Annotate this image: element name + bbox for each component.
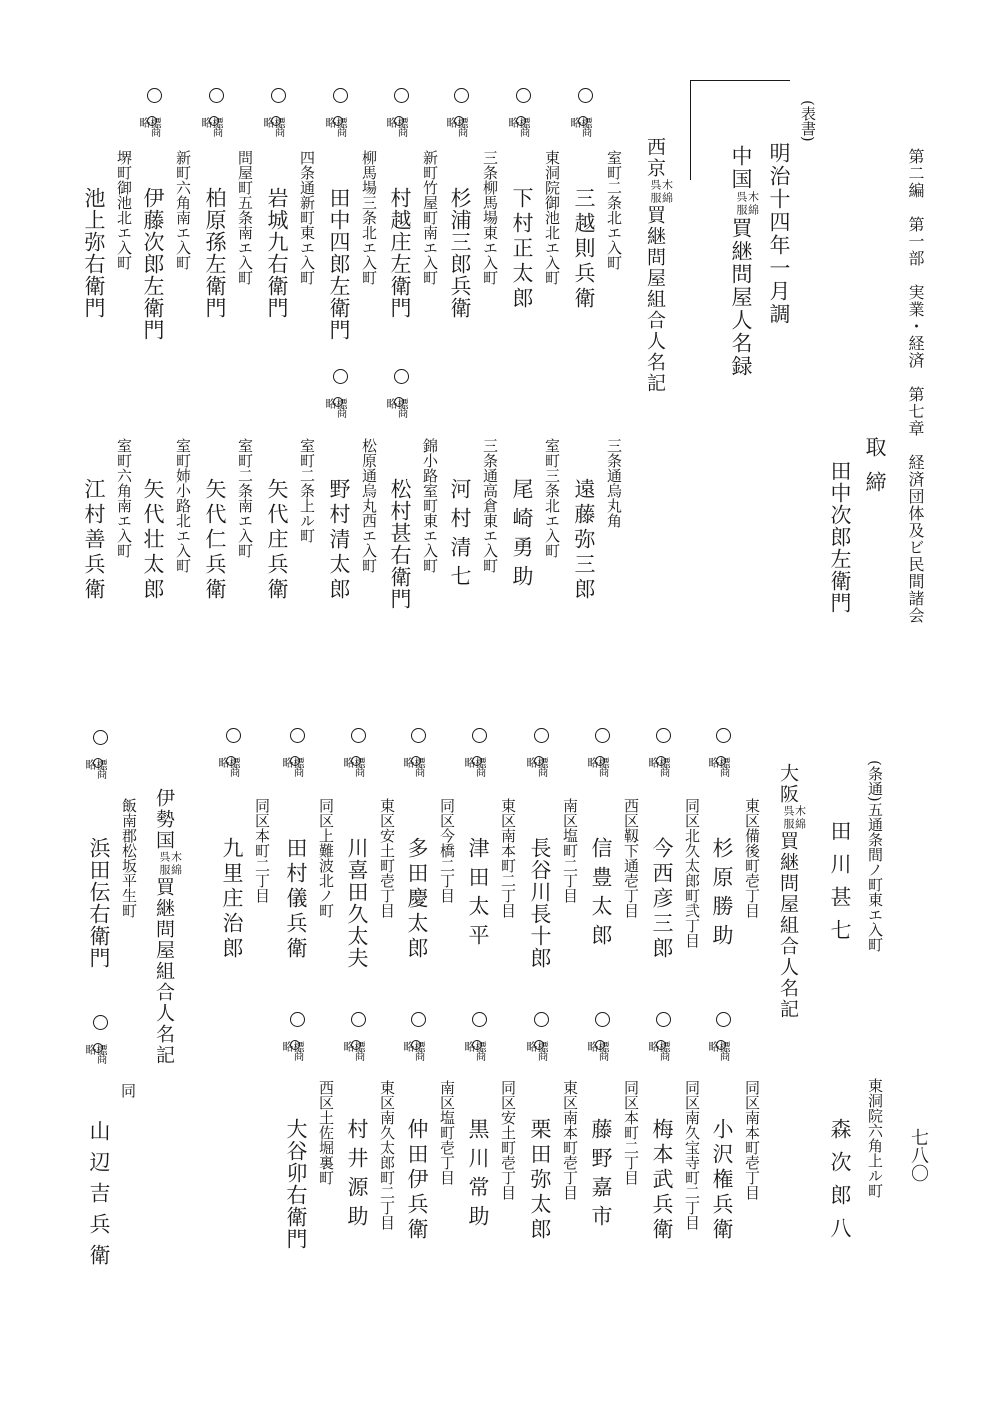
- group3-kind: 木綿 呉服: [158, 851, 183, 877]
- osaka-u-5-address: 東区南本町二丁目: [499, 798, 517, 918]
- cover-frame-top: [690, 80, 790, 81]
- osaka-l-5-address: 同区安土町壱丁目: [499, 1080, 517, 1200]
- group1-kind: 木綿 呉服: [649, 179, 674, 205]
- osaka-u-1-trademark: 商 標 略: [707, 757, 731, 777]
- kyoto-b-4-circle: [394, 369, 409, 384]
- kyoto-b-4-name: 松村甚右衛門: [388, 478, 412, 610]
- kyoto-b-8-address: 室町姉小路北エ入町: [174, 438, 192, 573]
- kyoto-a-9-address: 堺町御池北エ入町: [115, 150, 133, 270]
- osaka-u-3-address: 西区靱下通壱丁目: [622, 798, 640, 918]
- kyoto-b-5-trademark: 商 標 略: [324, 398, 348, 418]
- osaka-l-4-address: 東区南本町壱丁目: [561, 1080, 579, 1200]
- ise-upper-circle: [93, 730, 108, 745]
- osaka-l-1-address: 同区南本町壱丁目: [743, 1080, 761, 1200]
- osaka-u-5-name: 津田太平: [466, 837, 490, 953]
- osaka-u-6-circle: [411, 728, 426, 743]
- osaka-l-7-address: 東区南久太郎町二丁目: [378, 1080, 396, 1230]
- kyoto-b-4-trademark: 商 標 略: [385, 398, 409, 418]
- list-title: [730, 145, 759, 378]
- osaka-u-8-address: 同区上難波北ノ町: [317, 798, 335, 918]
- osaka-u-4-name: 長谷川長十郎: [528, 837, 552, 969]
- kyoto-a-2-name: 下村正太郎: [510, 187, 534, 312]
- osaka-u-5-circle: [472, 728, 487, 743]
- osaka-u-1-address: 東区備後町壱丁目: [743, 798, 761, 918]
- kyoto-b-2-name: 尾崎勇助: [510, 478, 534, 594]
- osaka-l-8-trademark: 商 標 略: [281, 1041, 305, 1061]
- osaka-u-4-circle: [534, 728, 549, 743]
- osaka-l-4-circle: [534, 1012, 549, 1027]
- osaka-u-2-name: 今西彦三郎: [650, 837, 674, 962]
- osaka-l-2-circle: [656, 1012, 671, 1027]
- osaka-l-6-name: 仲田伊兵衛: [405, 1118, 429, 1243]
- ise-upper-address: 飯南郡松坂平生町: [120, 798, 138, 918]
- kyoto-b-5-name: 野村清太郎: [327, 478, 351, 603]
- cover-frame-left: [690, 80, 691, 180]
- osaka-u-3-trademark: 商 標 略: [586, 757, 610, 777]
- osaka-l-3-trademark: 商 標 略: [586, 1041, 610, 1061]
- osaka-l-1-trademark: 商 標 略: [707, 1041, 731, 1061]
- group2-kind: 木綿 呉服: [782, 805, 807, 831]
- osaka-l-7-name: 村井源助: [345, 1118, 369, 1234]
- kyoto-a-7-address: 問屋町五条南エ入町: [236, 150, 254, 285]
- kyoto-b-5-address: 松原通烏丸西エ入町: [360, 438, 378, 573]
- tagawa-name: 田川甚七: [828, 820, 852, 952]
- osaka-l-8-name: 大谷卯右衛門: [284, 1118, 308, 1250]
- ise-lower-mark: 商 標 略: [84, 1044, 108, 1064]
- osaka-u-2-circle: [656, 728, 671, 743]
- cover-label: (表書): [799, 100, 817, 142]
- chapter-heading: 第二編 第一部 実業・経済 第七章 経済団体及ビ民間諸会: [906, 148, 925, 624]
- osaka-l-5-trademark: 商 標 略: [463, 1041, 487, 1061]
- ise-lower-circle: [93, 1015, 108, 1030]
- osaka-u-1-name: 杉原勝助: [710, 837, 734, 953]
- osaka-u-9-name: 九里庄治郎: [220, 837, 244, 962]
- list-title-text: 買継問屋人名録: [729, 217, 753, 378]
- kyoto-b-1-address: 三条通烏丸角: [605, 438, 623, 528]
- osaka-l-4-trademark: 商 標 略: [525, 1041, 549, 1061]
- kyoto-a-1-address: 室町二条北エ入町: [605, 150, 623, 270]
- osaka-u-1-circle: [716, 728, 731, 743]
- osaka-l-8-address: 西区土佐堀裏町: [317, 1080, 335, 1185]
- director-name: 田中次郎左衛門: [828, 460, 852, 614]
- kyoto-a-7-trademark: 商 標 略: [200, 117, 224, 137]
- osaka-u-7-name: 川喜田久太夫: [345, 837, 369, 969]
- kyoto-b-4-address: 錦小路室町東エ入町: [421, 438, 439, 573]
- list-title-kind: 木綿 呉服: [735, 191, 760, 217]
- osaka-l-5-name: 黒川常助: [466, 1118, 490, 1234]
- group3-title: 伊勢国 木綿 呉服 買継問屋組合人名記: [153, 788, 183, 1066]
- kyoto-a-6-circle: [271, 88, 286, 103]
- ise-lower-name: 山辺吉兵衛: [87, 1120, 111, 1275]
- kyoto-a-8-trademark: 商 標 略: [138, 117, 162, 137]
- kyoto-b-1-name: 遠藤弥三郎: [572, 478, 596, 603]
- document-date: 明治十四年一月調: [767, 142, 791, 326]
- kyoto-a-3-name: 杉浦三郎兵衛: [448, 187, 472, 319]
- kyoto-a-3-address: 三条柳馬場東エ入町: [481, 150, 499, 285]
- osaka-u-6-trademark: 商 標 略: [402, 757, 426, 777]
- kyoto-b-3-name: 河村清七: [448, 478, 472, 594]
- kyoto-b-6-address: 室町二条上ル町: [298, 438, 316, 543]
- kyoto-a-2-trademark: 商 標 略: [507, 117, 531, 137]
- osaka-l-7-circle: [351, 1012, 366, 1027]
- kyoto-a-6-address: 四条通新町東エ入町: [298, 150, 316, 285]
- kyoto-a-1-name: 三越則兵衛: [572, 187, 596, 312]
- osaka-u-6-name: 多田慶太郎: [405, 837, 429, 962]
- osaka-l-3-circle: [595, 1012, 610, 1027]
- osaka-u-5-trademark: 商 標 略: [463, 757, 487, 777]
- kyoto-a-4-name: 村越庄左衛門: [388, 187, 412, 319]
- kyoto-a-7-circle: [209, 88, 224, 103]
- osaka-l-2-address: 同区南久宝寺町二丁目: [683, 1080, 701, 1230]
- kyoto-b-5-circle: [333, 369, 348, 384]
- osaka-l-3-address: 同区本町二丁目: [622, 1080, 640, 1185]
- kyoto-b-7-address: 室町二条南エ入町: [236, 438, 254, 558]
- list-title-region: 中国: [729, 145, 753, 191]
- kyoto-a-5-address: 柳馬場三条北エ入町: [360, 150, 378, 285]
- kyoto-a-8-circle: [147, 88, 162, 103]
- osaka-u-7-trademark: 商 標 略: [342, 757, 366, 777]
- osaka-l-3-name: 藤野嘉市: [589, 1118, 613, 1234]
- osaka-l-2-trademark: 商 標 略: [647, 1041, 671, 1061]
- osaka-u-8-trademark: 商 標 略: [281, 757, 305, 777]
- kyoto-b-2-address: 室町三条北エ入町: [543, 438, 561, 558]
- osaka-u-2-trademark: 商 標 略: [647, 757, 671, 777]
- kyoto-a-8-address: 新町六角南エ入町: [174, 150, 192, 270]
- osaka-u-7-address: 東区安土町壱丁目: [378, 798, 396, 918]
- osaka-u-9-trademark: 商 標 略: [217, 757, 241, 777]
- osaka-u-4-trademark: 商 標 略: [525, 757, 549, 777]
- kyoto-a-4-trademark: 商 標 略: [385, 117, 409, 137]
- tagawa-address: (条通)五通条間ノ町東エ入町: [866, 760, 884, 952]
- page-number: 七八〇: [908, 1128, 929, 1182]
- osaka-u-8-circle: [290, 728, 305, 743]
- osaka-u-9-circle: [226, 728, 241, 743]
- osaka-u-4-address: 南区塩町二丁目: [561, 798, 579, 903]
- kyoto-a-9-name: 池上弥右衛門: [82, 187, 106, 319]
- group1-title: 西京 木綿 呉服 買継問屋組合人名記: [644, 137, 674, 394]
- osaka-l-6-circle: [411, 1012, 426, 1027]
- kyoto-b-7-name: 矢代仁兵衛: [203, 478, 227, 603]
- kyoto-a-5-name: 田中四郎左衛門: [327, 187, 351, 341]
- ise-upper-name: 浜田伝右衛門: [87, 837, 111, 969]
- kyoto-b-3-address: 三条通高倉東エ入町: [481, 438, 499, 573]
- osaka-u-6-address: 同区今橋二丁目: [438, 798, 456, 903]
- osaka-u-3-circle: [595, 728, 610, 743]
- osaka-u-2-address: 同区北久太郎町弐丁目: [683, 798, 701, 948]
- kyoto-a-7-name: 柏原孫左衛門: [203, 187, 227, 319]
- osaka-u-8-name: 田村儀兵衛: [284, 837, 308, 962]
- osaka-l-5-circle: [472, 1012, 487, 1027]
- director-role: 取締: [863, 436, 887, 506]
- kyoto-a-1-circle: [578, 88, 593, 103]
- osaka-u-9-address: 同区本町二丁目: [253, 798, 271, 903]
- kyoto-a-5-trademark: 商 標 略: [324, 117, 348, 137]
- kyoto-a-2-circle: [516, 88, 531, 103]
- kyoto-a-4-circle: [394, 88, 409, 103]
- kyoto-a-6-name: 岩城九右衛門: [265, 187, 289, 319]
- kyoto-a-3-trademark: 商 標 略: [445, 117, 469, 137]
- kyoto-a-2-address: 東洞院御池北エ入町: [543, 150, 561, 285]
- kyoto-a-3-circle: [454, 88, 469, 103]
- kyoto-a-1-trademark: 商 標 略: [569, 117, 593, 137]
- osaka-l-6-trademark: 商 標 略: [402, 1041, 426, 1061]
- osaka-u-7-circle: [351, 728, 366, 743]
- mori-address: 東洞院六角上ル町: [866, 1078, 884, 1198]
- kyoto-a-4-address: 新町竹屋町南エ入町: [421, 150, 439, 285]
- kyoto-b-9-address: 室町六角南エ入町: [115, 438, 133, 558]
- kyoto-b-6-name: 矢代庄兵衛: [265, 478, 289, 603]
- group2-title: 大阪 木綿 呉服 買継問屋組合人名記: [777, 763, 807, 1020]
- mori-name: 森次郎八: [828, 1118, 852, 1250]
- kyoto-b-8-name: 矢代壮太郎: [141, 478, 165, 603]
- kyoto-a-6-trademark: 商 標 略: [262, 117, 286, 137]
- osaka-l-1-circle: [716, 1012, 731, 1027]
- ise-upper-mark: 商 標 略: [84, 759, 108, 779]
- kyoto-a-5-circle: [333, 88, 348, 103]
- osaka-l-1-name: 小沢権兵衛: [710, 1118, 734, 1243]
- kyoto-b-9-name: 江村善兵衛: [82, 478, 106, 603]
- kyoto-a-8-name: 伊藤次郎左衛門: [141, 187, 165, 341]
- osaka-u-3-name: 信豊太郎: [589, 837, 613, 953]
- osaka-l-6-address: 南区塩町壱丁目: [438, 1080, 456, 1185]
- ise-lower-address: 同: [119, 1083, 137, 1098]
- osaka-l-2-name: 梅本武兵衛: [650, 1118, 674, 1243]
- osaka-l-7-trademark: 商 標 略: [342, 1041, 366, 1061]
- osaka-l-4-name: 栗田弥太郎: [528, 1118, 552, 1243]
- osaka-l-8-circle: [290, 1012, 305, 1027]
